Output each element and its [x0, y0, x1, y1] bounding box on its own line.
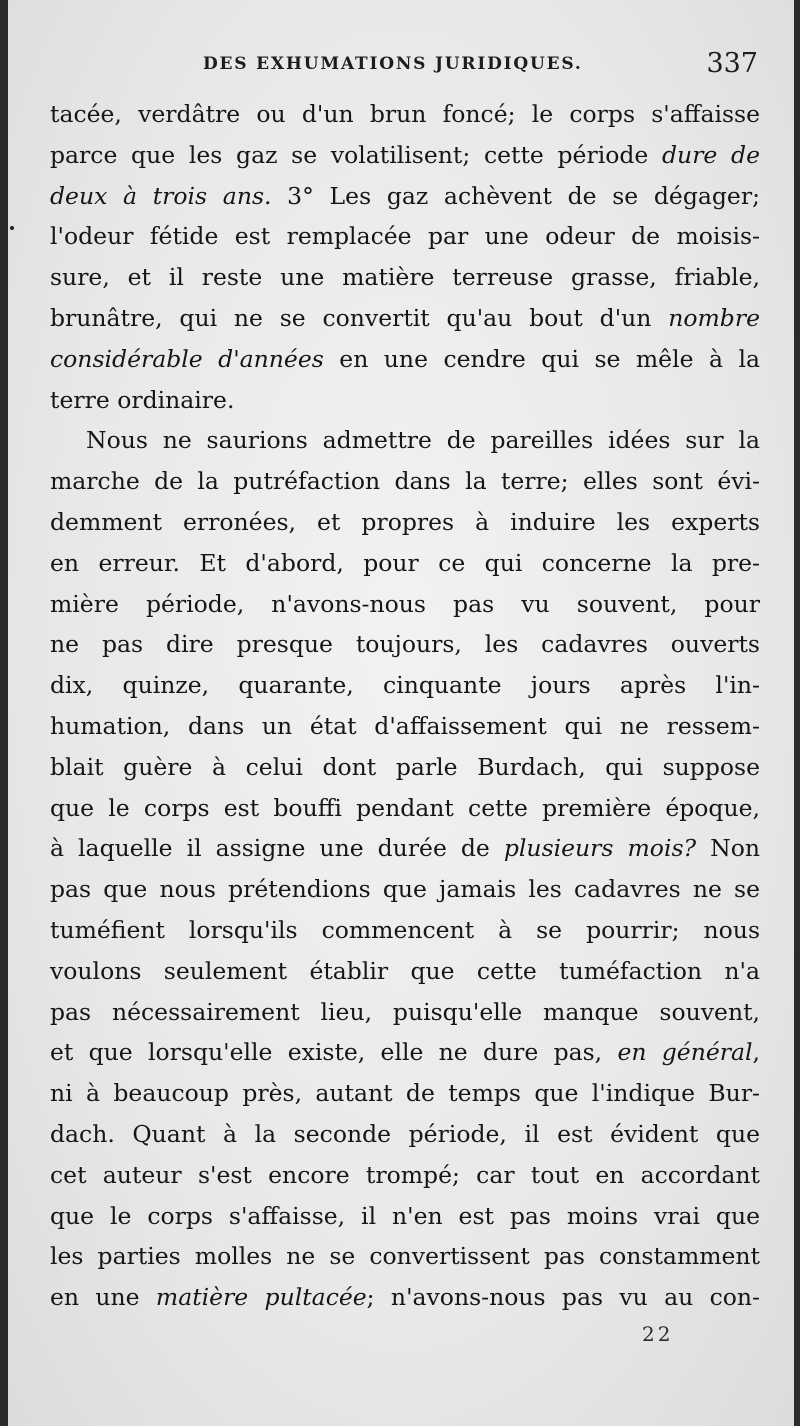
text-segment: pas nécessairement lieu, puisqu'elle manque souvent, [50, 997, 760, 1026]
text-segment: pas que nous prétendions que jamais les cadavres ne se [50, 875, 760, 904]
text-segment: , [752, 1038, 760, 1067]
body-text [50, 94, 760, 1318]
text-line [50, 543, 760, 584]
text-line [50, 1277, 760, 1318]
text-segment: l'odeur fétide est remplacée par une odeur de moisis- [50, 222, 760, 251]
text-line [50, 461, 760, 502]
text-line [50, 1032, 760, 1073]
text-segment: que le corps s'affaisse, il n'en est pas moins vrai que [50, 1201, 760, 1230]
italic-segment: matière pultacée [155, 1283, 367, 1312]
text-segment: 3° Les gaz achèvent de se dégager; [271, 181, 760, 210]
text-line [50, 747, 760, 788]
text-line [50, 869, 760, 910]
text-segment: et que lorsqu'elle existe, elle ne dure pas, [50, 1038, 618, 1067]
text-line [50, 788, 760, 829]
text-line [50, 951, 760, 992]
text-line [50, 828, 760, 869]
text-segment: en une [50, 1283, 156, 1312]
text-line [50, 1073, 760, 1114]
text-line [50, 502, 760, 543]
text-segment: dach. Quant à la seconde période, il est évident que [50, 1119, 760, 1148]
text-segment: Non [696, 834, 760, 863]
text-segment: ni à beaucoup près, autant de temps que l'indique Bur- [50, 1079, 760, 1108]
text-line [50, 910, 760, 951]
text-line [50, 420, 760, 461]
text-segment: dix, quinze, quarante, cinquante jours après l'in- [50, 671, 760, 700]
text-line [50, 706, 760, 747]
text-segment: tacée, verdâtre ou d'un brun foncé; le corps s'affaisse [50, 100, 760, 128]
text-line [50, 298, 760, 339]
text-segment: cet auteur s'est encore trompé; car tout en accordant [50, 1160, 760, 1189]
text-segment: parce que les gaz se volatilisent; cette période [50, 140, 663, 169]
text-segment: sure, et il reste une matière terreuse grasse, friable, [50, 263, 760, 292]
text-segment: en erreur. Et d'abord, pour ce qui concerne la pre- [50, 548, 760, 577]
text-segment: ne pas dire presque toujours, les cadavres ouverts [50, 630, 760, 659]
text-segment: que le corps est bouffi pendant cette première époque, [50, 793, 760, 822]
italic-segment: dure de [662, 140, 760, 169]
signature-mark: 22 [642, 1322, 674, 1346]
page-header [8, 50, 794, 78]
italic-segment: considérable d'années [50, 344, 324, 373]
text-line [50, 624, 760, 665]
italic-segment: plusieurs mois? [503, 834, 697, 863]
text-segment: marche de la putréfaction dans la terre; elles sont évi- [50, 467, 760, 496]
text-line [50, 257, 760, 298]
text-segment: Nous ne saurions admettre de pareilles idées sur la [86, 426, 760, 455]
text-segment: demment erronées, et propres à induire les experts [50, 507, 760, 536]
text-line [50, 665, 760, 706]
text-segment: mière période, n'avons-nous pas vu souvent, pour [50, 589, 760, 618]
text-segment: voulons seulement établir que cette tuméfaction n'a [50, 956, 760, 985]
text-segment: tuméfient lorsqu'ils commencent à se pourrir; nous [50, 915, 760, 944]
italic-segment: nombre [668, 303, 760, 332]
text-line [50, 216, 760, 257]
text-segment: brunâtre, qui ne se convertit qu'au bout d'un [50, 303, 669, 332]
text-segment: à laquelle il assigne une durée de [50, 834, 504, 863]
text-line [50, 339, 760, 380]
text-line [50, 1236, 760, 1277]
text-segment: humation, dans un état d'affaissement qui ne ressem- [50, 711, 760, 740]
page-number: 337 [706, 48, 758, 79]
text-line [50, 94, 760, 135]
text-segment: en une cendre qui se mêle à la [323, 344, 760, 373]
book-page [8, 0, 794, 1426]
text-line [50, 1196, 760, 1237]
text-line [50, 1155, 760, 1196]
text-segment: les parties molles ne se convertissent pas constamment [50, 1242, 760, 1271]
text-segment: ; n'avons-nous pas vu au con- [366, 1283, 760, 1312]
text-line [50, 176, 760, 217]
text-line [50, 380, 760, 421]
text-line [50, 135, 760, 176]
ink-speck [10, 226, 14, 230]
italic-segment: deux à trois ans. [50, 181, 272, 210]
running-head: DES EXHUMATIONS JURIDIQUES. [203, 54, 583, 74]
text-segment: terre ordinaire. [50, 385, 235, 414]
italic-segment: en général [617, 1038, 753, 1067]
text-segment: blait guère à celui dont parle Burdach, qui suppose [50, 752, 760, 781]
text-line [50, 584, 760, 625]
text-line [50, 992, 760, 1033]
text-line [50, 1114, 760, 1155]
